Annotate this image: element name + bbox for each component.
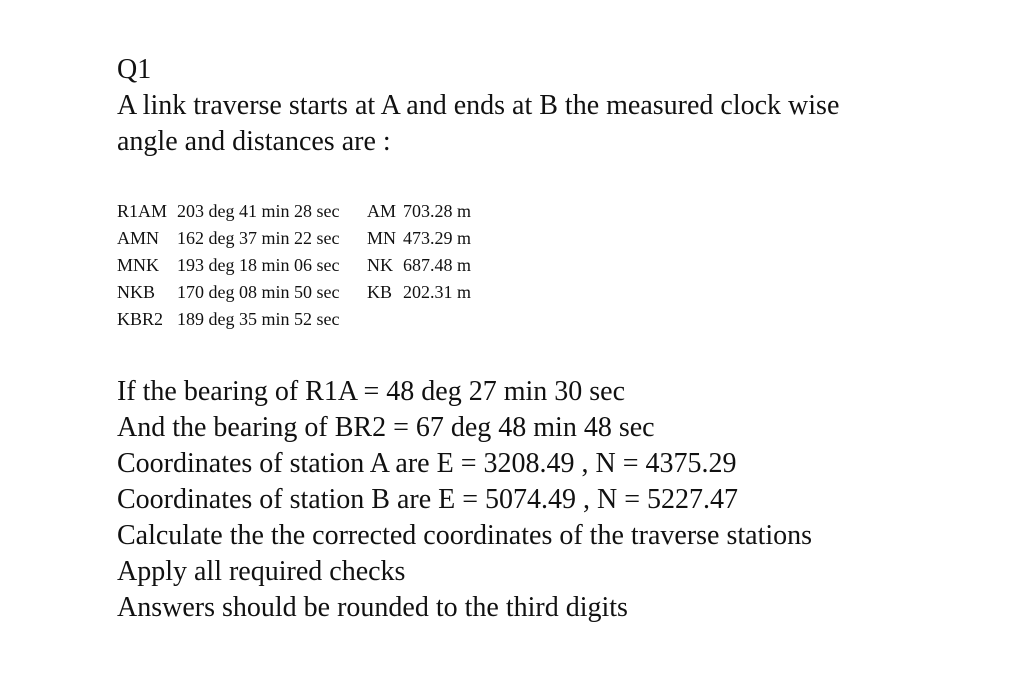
observations-table [117, 198, 493, 333]
distance-value: 687.48 m [403, 255, 472, 275]
bearing-r1a-line: If the bearing of R1A = 48 deg 27 min 30 sec [117, 376, 626, 407]
line-name: MN [367, 228, 397, 248]
distance-value: 202.31 m [403, 282, 472, 302]
angle-name: NKB [117, 282, 156, 302]
distance-value: 473.29 m [403, 228, 472, 248]
coordinates-b-line: Coordinates of station B are E = 5074.49 , N = 5227.47 [117, 484, 739, 515]
line-name [367, 306, 403, 333]
task-rounding-line: Answers should be rounded to the third digits [117, 592, 628, 623]
table-row [117, 198, 493, 225]
question-intro-line-1: A link traverse starts at A and ends at B the measured clock wise [117, 90, 840, 121]
angle-value: 189 deg 35 min 52 sec [177, 309, 340, 329]
table-row [117, 306, 493, 333]
angle-value: 193 deg 18 min 06 sec [177, 255, 340, 275]
table-row [117, 252, 493, 279]
coordinates-a-line: Coordinates of station A are E = 3208.49 , N = 4375.29 [117, 448, 737, 479]
question-intro-line-2: angle and distances are : [117, 126, 391, 157]
question-document [117, 52, 977, 626]
given-data-section [117, 374, 977, 626]
angle-name: MNK [117, 255, 160, 275]
angle-value: 162 deg 37 min 22 sec [177, 228, 340, 248]
line-name: KB [367, 282, 393, 302]
angle-name: R1AM [117, 201, 168, 221]
table-row [117, 225, 493, 252]
angle-value: 203 deg 41 min 28 sec [177, 201, 340, 221]
table-row [117, 279, 493, 306]
angle-value: 170 deg 08 min 50 sec [177, 282, 340, 302]
distance-value [403, 306, 493, 333]
question-label: Q1 [117, 54, 152, 85]
angle-name: AMN [117, 228, 160, 248]
line-name: AM [367, 201, 397, 221]
distance-value: 703.28 m [403, 201, 472, 221]
angle-name: KBR2 [117, 309, 164, 329]
line-name: NK [367, 255, 393, 275]
task-calculate-line: Calculate the the corrected coordinates of the traverse stations [117, 520, 813, 551]
bearing-br2-line: And the bearing of BR2 = 67 deg 48 min 48 sec [117, 412, 655, 443]
task-checks-line: Apply all required checks [117, 556, 406, 587]
